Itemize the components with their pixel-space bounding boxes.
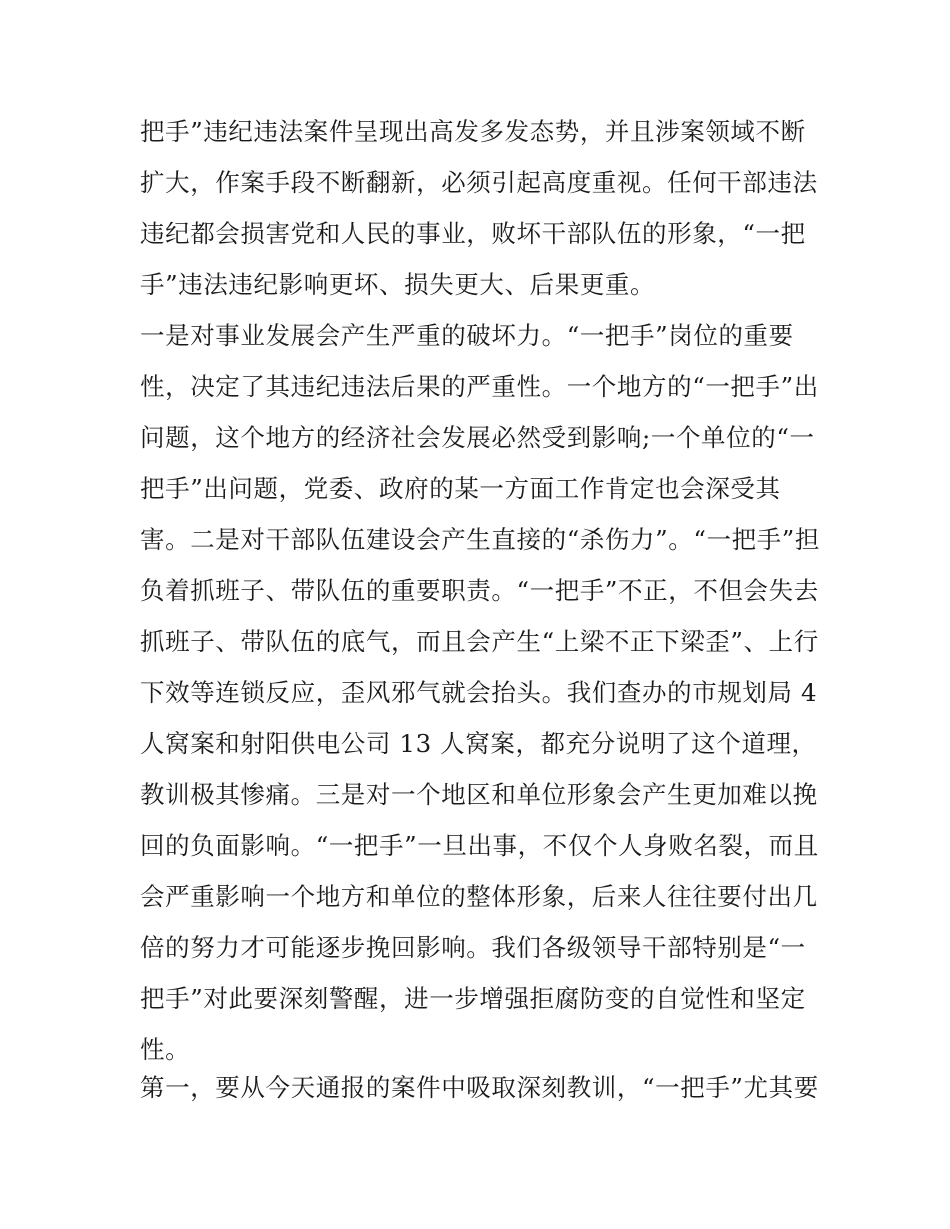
text-line: 教训极其惨痛。三是对一个地区和单位形象会产生更加难以挽 xyxy=(140,780,818,809)
text-line: 手”违法违纪影响更坏、损失更大、后果更重。 xyxy=(140,270,656,299)
paragraph-2 xyxy=(140,310,820,1075)
text-line: 抓班子、带队伍的底气，而且会产生“上梁不正下梁歪”、上行 xyxy=(140,627,819,656)
text-line: 负着抓班子、带队伍的重要职责。“一把手”不正，不但会失去 xyxy=(140,576,819,605)
text-line: 把手”出问题，党委、政府的某一方面工作肯定也会深受其 xyxy=(140,474,781,503)
text-line: 一是对事业发展会产生严重的破坏力。“一把手”岗位的重要 xyxy=(140,321,794,350)
text-line: 把手”违纪违法案件呈现出高发多发态势，并且涉案领域不断 xyxy=(140,117,806,146)
text-line: 扩大，作案手段不断翻新，必须引起高度重视。任何干部违法 xyxy=(140,168,818,197)
text-line: 会严重影响一个地方和单位的整体形象，后来人往往要付出几 xyxy=(140,882,818,911)
text-line: 问题，这个地方的经济社会发展必然受到影响;一个单位的“一 xyxy=(140,423,815,452)
text-line: 人窝案和射阳供电公司 13 人窝案，都充分说明了这个道理， xyxy=(140,729,817,758)
text-line: 第一，要从今天通报的案件中吸取深刻教训，“一把手”尤其要 xyxy=(140,1073,819,1102)
text-line: 回的负面影响。“一把手”一旦出事，不仅个人身败名裂，而且 xyxy=(140,831,819,860)
text-line: 性，决定了其违纪违法后果的严重性。一个地方的“一把手”出 xyxy=(140,372,819,401)
text-line: 性。 xyxy=(140,1035,191,1064)
paragraph-3 xyxy=(140,1062,820,1113)
text-line: 违纪都会损害党和人民的事业，败坏干部队伍的形象，“一把 xyxy=(140,219,806,248)
text-line: 害。二是对干部队伍建设会产生直接的“杀伤力”。“一把手”担 xyxy=(140,525,820,554)
text-line: 把手”对此要深刻警醒，进一步增强拒腐防变的自觉性和坚定 xyxy=(140,984,806,1013)
paragraph-1 xyxy=(140,106,820,310)
text-line: 倍的努力才可能逐步挽回影响。我们各级领导干部特别是“一 xyxy=(140,933,806,962)
text-line: 下效等连锁反应，歪风邪气就会抬头。我们查办的市规划局 4 xyxy=(140,678,818,707)
